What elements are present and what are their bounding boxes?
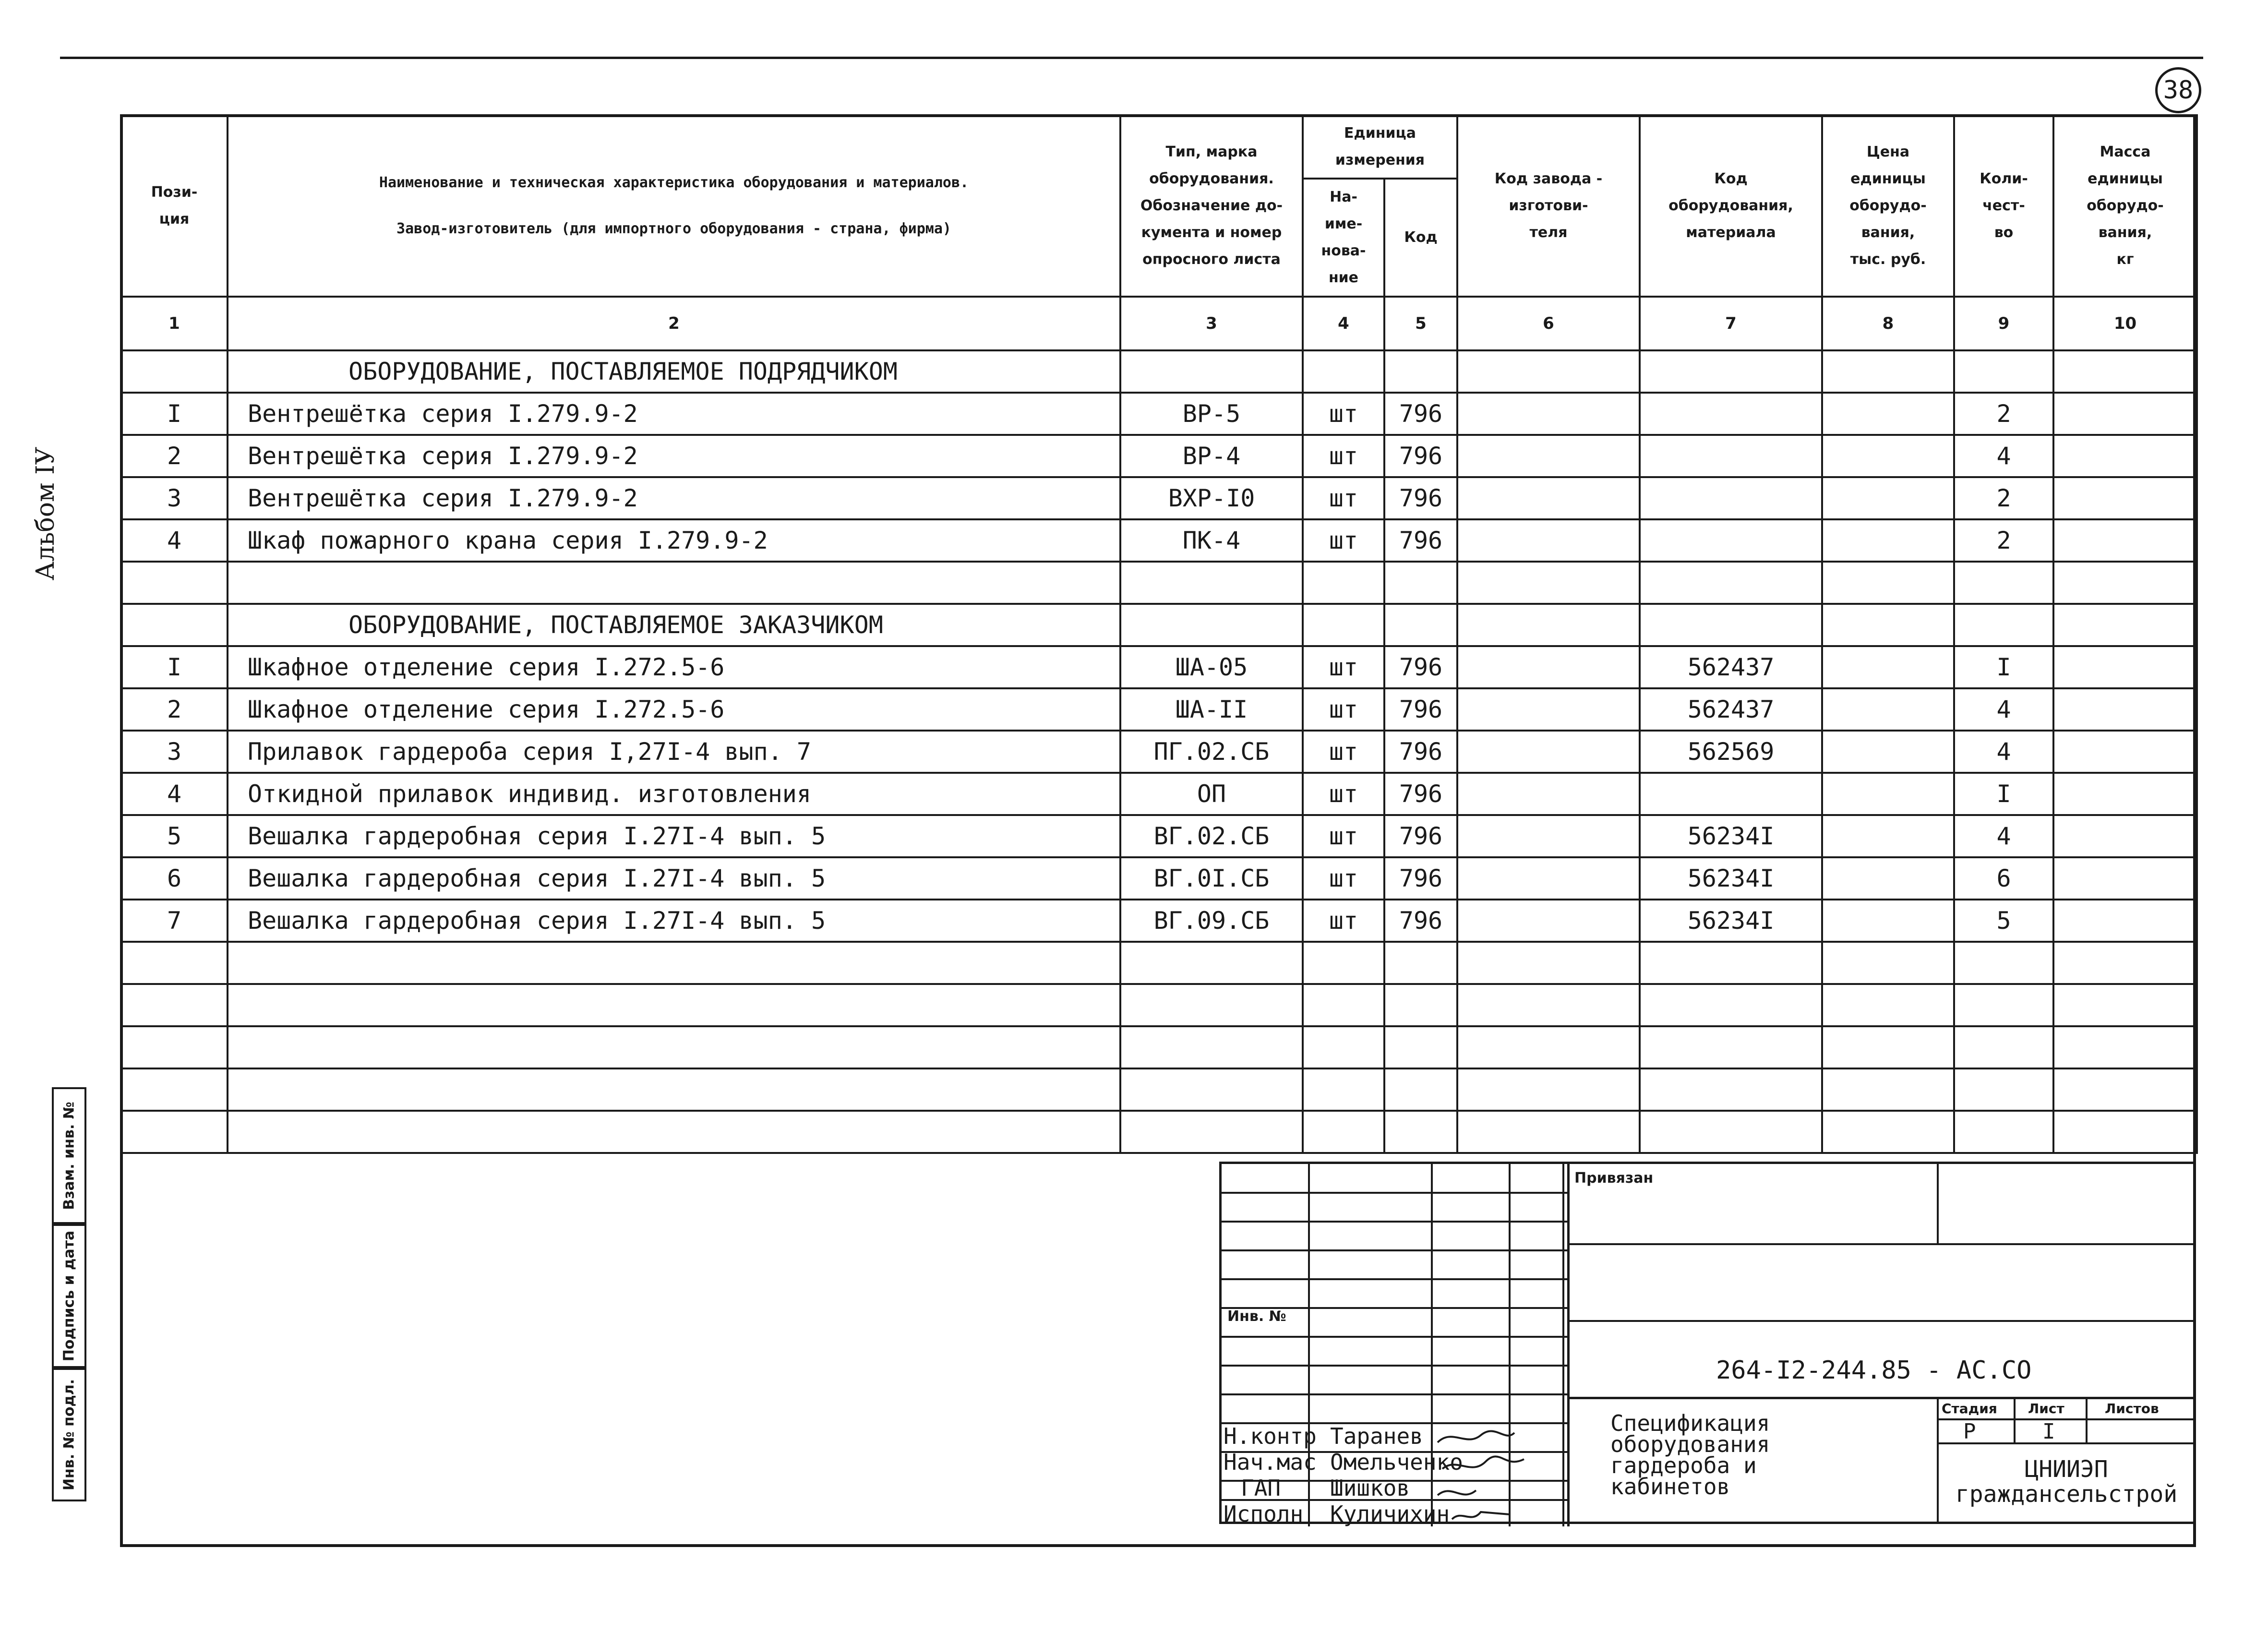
cell-qty: 2 — [1954, 477, 2053, 519]
header-equipment-code: Код оборудования, материала — [1640, 115, 1822, 297]
cell-pos: 4 — [121, 519, 228, 562]
header-unit-group: Единица измерения — [1303, 115, 1457, 179]
cell-qty: 4 — [1954, 688, 2053, 731]
header-type: Тип, марка оборудования. Обозначение до- кумента и номер опросного листа — [1120, 115, 1303, 297]
cell-name: Шкаф пожарного крана серия I.279.9-2 — [228, 519, 1120, 562]
cell-name: Вентрешётка серия I.279.9-2 — [228, 477, 1120, 519]
cell-equip-code: 56234I — [1640, 815, 1822, 857]
cell-type: ША-05 — [1120, 646, 1303, 688]
stage-value: Р — [1963, 1419, 1976, 1444]
cell-name: Вешалка гардеробная серия I.27I-4 вып. 5 — [228, 900, 1120, 942]
cell-code: 796 — [1384, 857, 1457, 900]
cell-pos: 2 — [121, 688, 228, 731]
document-code: 264-I2-244.85 - АС.СО — [1716, 1356, 2032, 1385]
album-label: Альбом IУ — [31, 446, 60, 581]
cell-type: ША-II — [1120, 688, 1303, 731]
header-factory-code: Код завода - изготови- теля — [1457, 115, 1640, 297]
cell-name: Вешалка гардеробная серия I.27I-4 вып. 5 — [228, 857, 1120, 900]
sheets-label: Листов — [2105, 1401, 2159, 1416]
cell-type: ВХР-I0 — [1120, 477, 1303, 519]
cell-code: 796 — [1384, 688, 1457, 731]
signers-roles: Н.контр Нач.мас ГАП Исполн — [1224, 1423, 1317, 1527]
cell-qty: 2 — [1954, 519, 2053, 562]
cell-unit: шт — [1303, 393, 1384, 435]
cell-unit: шт — [1303, 857, 1384, 900]
cell-qty: 5 — [1954, 900, 2053, 942]
organization: ЦНИИЭП граждансельстрой — [1955, 1456, 2178, 1508]
cell-type: ВГ.09.СБ — [1120, 900, 1303, 942]
cell-unit: шт — [1303, 519, 1384, 562]
cell-name: Шкафное отделение серия I.272.5-6 — [228, 688, 1120, 731]
cell-pos: 6 — [121, 857, 228, 900]
section-title: ОБОРУДОВАНИЕ, ПОСТАВЛЯЕМОЕ ЗАКАЗЧИКОМ — [228, 604, 1120, 646]
cell-pos: 5 — [121, 815, 228, 857]
cell-unit: шт — [1303, 435, 1384, 477]
cell-name: Шкафное отделение серия I.272.5-6 — [228, 646, 1120, 688]
cell-pos: 3 — [121, 731, 228, 773]
cell-equip-code: 562437 — [1640, 646, 1822, 688]
cell-equip-code: 56234I — [1640, 857, 1822, 900]
cell-pos: I — [121, 393, 228, 435]
cell-unit: шт — [1303, 815, 1384, 857]
page-number: 38 — [2155, 67, 2201, 113]
cell-equip-code: 562437 — [1640, 688, 1822, 731]
cell-type: ВГ.0I.СБ — [1120, 857, 1303, 900]
cell-code: 796 — [1384, 646, 1457, 688]
cell-pos: 4 — [121, 773, 228, 815]
cell-qty: 4 — [1954, 435, 2053, 477]
cell-type: ПГ.02.СБ — [1120, 731, 1303, 773]
cell-qty: 6 — [1954, 857, 2053, 900]
section-title: ОБОРУДОВАНИЕ, ПОСТАВЛЯЕМОЕ ПОДРЯДЧИКОМ — [228, 350, 1120, 393]
sheet-value: I — [2042, 1419, 2055, 1444]
cell-code: 796 — [1384, 435, 1457, 477]
cell-type: ВГ.02.СБ — [1120, 815, 1303, 857]
cell-unit: шт — [1303, 688, 1384, 731]
cell-pos: 7 — [121, 900, 228, 942]
header-unit-name: На- име- нова- ние — [1303, 179, 1384, 297]
cell-qty: 4 — [1954, 815, 2053, 857]
header-unit-code: Код — [1384, 179, 1457, 297]
cell-type: ПК-4 — [1120, 519, 1303, 562]
cell-qty: I — [1954, 773, 2053, 815]
cell-code: 796 — [1384, 393, 1457, 435]
cell-equip-code: 562569 — [1640, 731, 1822, 773]
cell-unit: шт — [1303, 477, 1384, 519]
sheet-label: Лист — [2028, 1401, 2064, 1416]
cell-type: ВР-4 — [1120, 435, 1303, 477]
side-cell-inv-original: Инв. № подл. — [52, 1368, 86, 1501]
stage-label: Стадия — [1942, 1401, 1997, 1416]
header-name: Наименование и техническая характеристика оборудования и материалов. Завод-изготовитель (для импортного оборудования - страна, фирма) — [228, 115, 1120, 297]
header-mass: Масса единицы оборудо- вания, кг — [2053, 115, 2197, 297]
header-quantity: Коли- чест- во — [1954, 115, 2053, 297]
column-number-row: 1 2 3 4 5 6 7 8 9 10 — [121, 297, 2197, 350]
cell-code: 796 — [1384, 519, 1457, 562]
top-border-line — [60, 57, 2203, 59]
linked-label: Привязан — [1574, 1170, 1654, 1187]
cell-name: Вентрешётка серия I.279.9-2 — [228, 435, 1120, 477]
cell-pos: I — [121, 646, 228, 688]
cell-code: 796 — [1384, 477, 1457, 519]
cell-qty: 2 — [1954, 393, 2053, 435]
inv-no-label: Инв. № — [1227, 1308, 1286, 1325]
cell-type: ВР-5 — [1120, 393, 1303, 435]
cell-name: Вешалка гардеробная серия I.27I-4 вып. 5 — [228, 815, 1120, 857]
cell-code: 796 — [1384, 731, 1457, 773]
cell-code: 796 — [1384, 900, 1457, 942]
cell-pos: 3 — [121, 477, 228, 519]
cell-code: 796 — [1384, 773, 1457, 815]
cell-unit: шт — [1303, 646, 1384, 688]
cell-qty: I — [1954, 646, 2053, 688]
side-cell-signature-date: Подпись и дата — [52, 1224, 86, 1368]
signers-names: Таранев Омельченко Шишков Куличихин — [1330, 1423, 1463, 1527]
cell-type: ОП — [1120, 773, 1303, 815]
drawing-frame — [120, 114, 2196, 1547]
side-cell-replaced-inv: Взам. инв. № — [52, 1087, 86, 1224]
cell-unit: шт — [1303, 900, 1384, 942]
cell-name: Вентрешётка серия I.279.9-2 — [228, 393, 1120, 435]
header-position: Пози- ция — [121, 115, 228, 297]
cell-name: Прилавок гардероба серия I,27I-4 вып. 7 — [228, 731, 1120, 773]
cell-equip-code: 56234I — [1640, 900, 1822, 942]
cell-name: Откидной прилавок индивид. изготовления — [228, 773, 1120, 815]
cell-unit: шт — [1303, 773, 1384, 815]
cell-qty: 4 — [1954, 731, 2053, 773]
cell-code: 796 — [1384, 815, 1457, 857]
sheet-title: Спецификация оборудования гардероба и кабинетов — [1610, 1410, 1770, 1500]
side-stamp — [52, 1087, 120, 1530]
cell-unit: шт — [1303, 731, 1384, 773]
header-price: Цена единицы оборудо- вания, тыс. руб. — [1822, 115, 1954, 297]
cell-pos: 2 — [121, 435, 228, 477]
